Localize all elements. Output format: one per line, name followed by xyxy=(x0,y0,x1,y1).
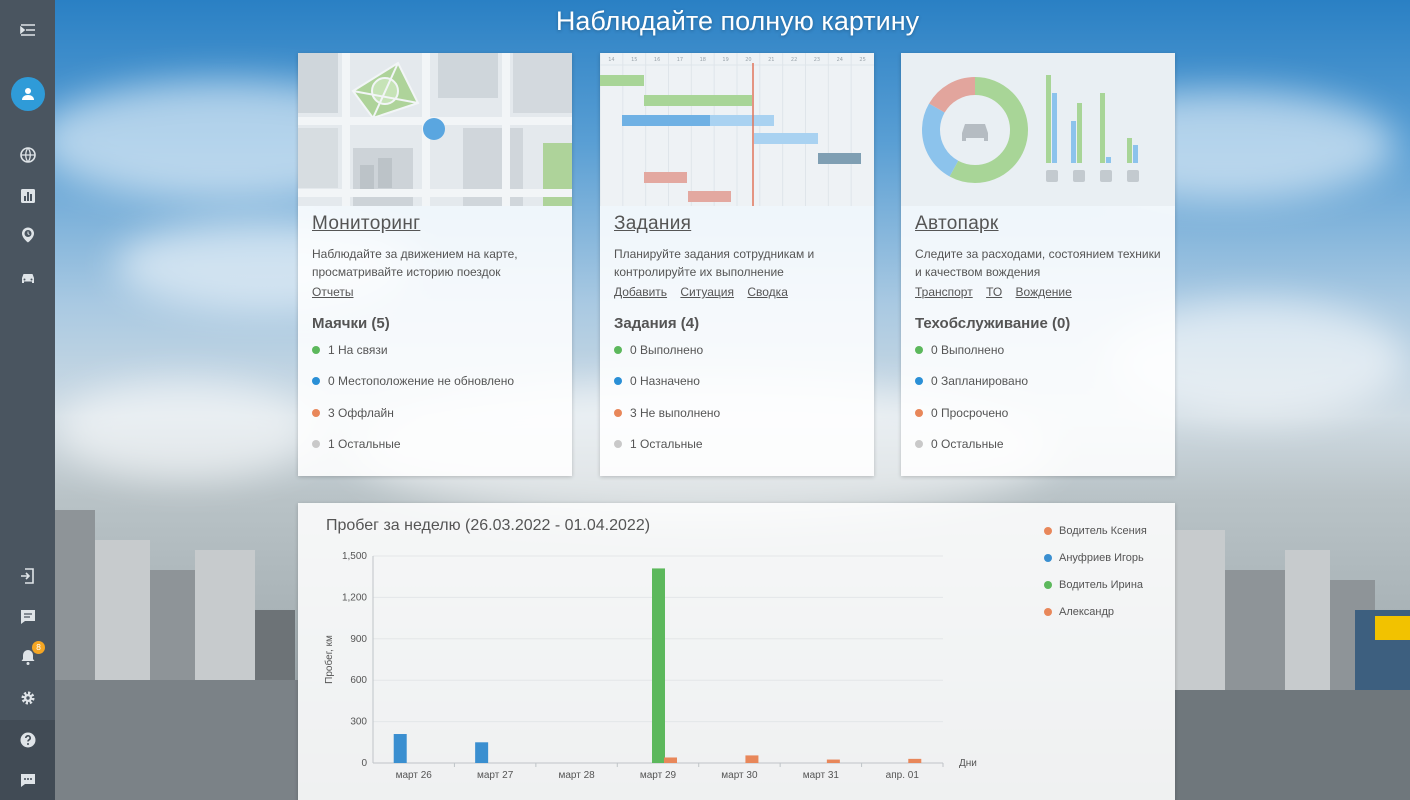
status-dot xyxy=(312,346,320,354)
status-dot xyxy=(312,409,320,417)
fleet-stat: 0 Запланировано xyxy=(915,366,1165,398)
legend-item[interactable]: Александр xyxy=(1044,598,1147,625)
fleet-link-maintenance[interactable]: ТО xyxy=(986,285,1003,299)
monitoring-stat: 1 Остальные xyxy=(312,429,562,461)
chart-icon xyxy=(19,187,37,205)
status-dot xyxy=(312,377,320,385)
avatar xyxy=(11,77,45,111)
tasks-link-add[interactable]: Добавить xyxy=(614,285,668,299)
x-tick-label: март 28 xyxy=(558,770,595,781)
tasks-link-situation[interactable]: Ситуация xyxy=(680,285,735,299)
status-dot xyxy=(915,377,923,385)
fleet-link-driving[interactable]: Вождение xyxy=(1015,285,1072,299)
sidebar-item-reports[interactable] xyxy=(0,176,55,216)
x-tick-label: март 30 xyxy=(721,770,758,781)
gantt-day-label: 18 xyxy=(699,57,706,63)
x-axis-label: Дни xyxy=(959,758,977,769)
gantt-illustration xyxy=(600,53,874,206)
notifications-badge: 8 xyxy=(32,641,45,654)
y-tick-label: 0 xyxy=(361,758,367,769)
fleet-title-link[interactable]: Автопарк xyxy=(915,213,999,234)
sidebar xyxy=(0,0,55,800)
monitoring-title-link[interactable]: Мониторинг xyxy=(312,213,421,234)
gantt-day-label: 15 xyxy=(631,57,638,63)
sidebar-item-notifications[interactable] xyxy=(0,637,55,677)
map-illustration xyxy=(298,53,572,206)
monitoring-link-reports[interactable]: Отчеты xyxy=(312,285,354,299)
y-tick-label: 1,200 xyxy=(341,592,367,604)
fleet-description: Следите за расходами, состоянием техники и качеством вождения xyxy=(915,247,1161,279)
gantt-day-label: 19 xyxy=(722,57,729,63)
monitoring-stat: 0 Местоположение не обновлено xyxy=(312,366,562,398)
gantt-day-label: 25 xyxy=(859,57,866,63)
fleet-section-title: Техобслуживание (0) xyxy=(915,315,1071,332)
status-dot xyxy=(312,440,320,448)
gantt-day-label: 17 xyxy=(676,57,684,63)
message-icon xyxy=(19,608,37,626)
globe-icon xyxy=(19,146,37,164)
legend-dot xyxy=(1044,554,1052,562)
legend-dot xyxy=(1044,527,1052,535)
gantt-day-label: 16 xyxy=(653,57,661,63)
sidebar-item-monitoring[interactable] xyxy=(0,135,55,175)
car-icon xyxy=(19,269,37,287)
fleet-stat: 0 Выполнено xyxy=(915,334,1165,366)
sidebar-item-fleet[interactable] xyxy=(0,258,55,298)
tasks-title-link[interactable]: Задания xyxy=(614,213,692,234)
collapse-icon xyxy=(19,21,37,39)
status-dot xyxy=(614,409,622,417)
gantt-day-label: 21 xyxy=(768,57,775,63)
y-tick-label: 1,500 xyxy=(341,551,367,562)
card-tasks xyxy=(600,53,874,476)
legend-item[interactable]: Водитель Ксения xyxy=(1044,517,1147,544)
card-monitoring xyxy=(298,53,572,476)
tasks-stat: 3 Не выполнено xyxy=(614,397,864,429)
chart-bar xyxy=(827,760,840,763)
y-tick-label: 600 xyxy=(350,675,367,687)
fleet-illustration xyxy=(901,53,1175,206)
chart-bar xyxy=(652,568,665,763)
clock-icon xyxy=(19,226,37,244)
y-tick-label: 900 xyxy=(350,633,367,645)
monitoring-stat: 3 Оффлайн xyxy=(312,397,562,429)
monitoring-section-title: Маячки (5) xyxy=(312,315,390,332)
chart-bar xyxy=(908,759,921,763)
x-tick-label: март 27 xyxy=(477,770,514,781)
legend-dot xyxy=(1044,581,1052,589)
status-dot xyxy=(915,346,923,354)
status-dot xyxy=(614,440,622,448)
fleet-stat: 0 Просрочено xyxy=(915,397,1165,429)
fleet-stat: 0 Остальные xyxy=(915,429,1165,461)
legend-dot xyxy=(1044,608,1052,616)
sidebar-item-settings[interactable] xyxy=(0,678,55,718)
y-tick-label: 300 xyxy=(350,716,367,728)
chart-bar xyxy=(664,757,677,763)
sidebar-item-chat[interactable] xyxy=(0,760,55,800)
gantt-day-label: 24 xyxy=(836,57,843,63)
chart-bar xyxy=(475,742,488,763)
sidebar-item-tasks[interactable] xyxy=(0,215,55,255)
chart-bar xyxy=(394,734,407,763)
gantt-day-label: 20 xyxy=(745,57,752,63)
collapse-menu-button[interactable] xyxy=(0,10,55,50)
status-dot xyxy=(915,440,923,448)
page-title: Наблюдайте полную картину xyxy=(555,6,920,36)
fleet-link-transport[interactable]: Транспорт xyxy=(915,285,973,299)
x-tick-label: апр. 01 xyxy=(885,770,919,781)
chart-legend xyxy=(1044,517,1147,625)
tasks-link-summary[interactable]: Сводка xyxy=(747,285,788,299)
user-profile-button[interactable] xyxy=(0,74,55,114)
gantt-day-label: 23 xyxy=(813,57,821,63)
chart-title: Пробег за неделю (26.03.2022 - 01.04.2022) xyxy=(326,517,651,534)
status-dot xyxy=(614,346,622,354)
sidebar-item-help[interactable] xyxy=(0,720,55,760)
tasks-stat: 0 Выполнено xyxy=(614,334,864,366)
gantt-day-label: 14 xyxy=(608,57,615,63)
sidebar-item-logout[interactable] xyxy=(0,556,55,596)
monitoring-stat: 1 На связи xyxy=(312,334,562,366)
tasks-description: Планируйте задания сотрудникам и контролируйте их выполнение xyxy=(614,247,815,279)
legend-item[interactable]: Водитель Ирина xyxy=(1044,571,1147,598)
gantt-day-label: 22 xyxy=(790,57,798,63)
chart-bar xyxy=(745,755,758,763)
monitoring-description: Наблюдайте за движением на карте, просматривайте историю поездок xyxy=(312,247,518,279)
tasks-stat: 0 Назначено xyxy=(614,366,864,398)
legend-item[interactable]: Ануфриев Игорь xyxy=(1044,544,1147,571)
help-icon xyxy=(19,731,37,749)
user-icon xyxy=(20,86,36,102)
logout-icon xyxy=(19,567,37,585)
chat-icon xyxy=(19,771,37,789)
sidebar-item-messages[interactable] xyxy=(0,597,55,637)
card-fleet xyxy=(901,53,1175,476)
mileage-chart-panel xyxy=(298,503,1175,800)
gear-icon xyxy=(19,689,37,707)
x-tick-label: март 29 xyxy=(639,770,677,781)
x-tick-label: март 26 xyxy=(395,770,432,781)
x-tick-label: март 31 xyxy=(802,770,839,781)
status-dot xyxy=(915,409,923,417)
tasks-stat: 1 Остальные xyxy=(614,429,864,461)
status-dot xyxy=(614,377,622,385)
tasks-section-title: Задания (4) xyxy=(614,315,700,332)
y-axis-label: Пробег, км xyxy=(324,635,335,684)
